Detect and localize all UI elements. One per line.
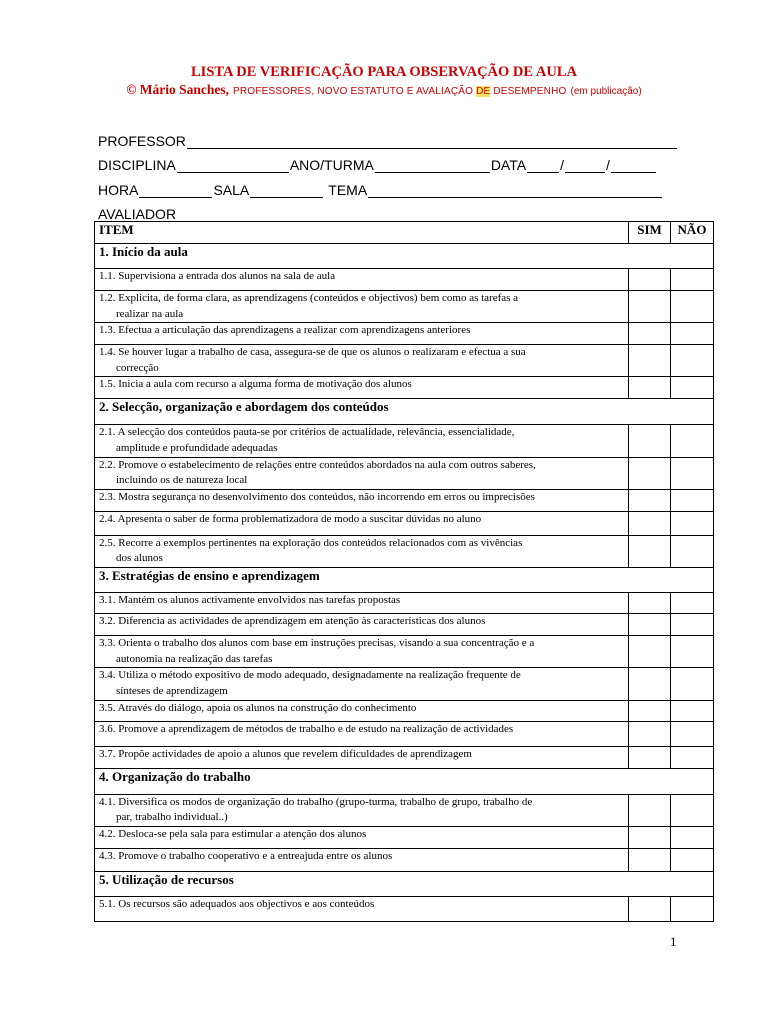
ano-turma-field[interactable] (375, 159, 490, 173)
sim-checkbox-cell[interactable] (629, 848, 671, 871)
avaliador-label: AVALIADOR (98, 206, 177, 222)
checklist-item-row (95, 345, 714, 377)
checklist-item-row (95, 668, 714, 700)
data-label: DATA (490, 157, 527, 173)
item-text: 1.4. Se houver lugar a trabalho de casa, assegura-se de que os alunos o realizaram e efectua a sua correcção (95, 345, 629, 377)
nao-checkbox-cell[interactable] (671, 848, 714, 871)
item-text: 3.7. Propõe actividades de apoio a alunos que revelem dificuldades de aprendizagem (95, 746, 629, 768)
tema-label: TEMA (328, 181, 368, 198)
nao-checkbox-cell[interactable] (671, 746, 714, 768)
item-text: 4.1. Diversifica os modos de organização do trabalho (grupo-turma, trabalho de grupo, trabalho de par, trabalho individual..) (95, 794, 629, 826)
nao-checkbox-cell[interactable] (671, 700, 714, 721)
nao-checkbox-cell[interactable] (671, 489, 714, 511)
nao-checkbox-cell[interactable] (671, 269, 714, 291)
nao-checkbox-cell[interactable] (671, 593, 714, 614)
checklist-item-row (95, 425, 714, 457)
nao-checkbox-cell[interactable] (671, 896, 714, 921)
sim-checkbox-cell[interactable] (629, 794, 671, 826)
publication-note: (em publicação) (570, 86, 642, 97)
checklist-item-row (95, 636, 714, 668)
sim-checkbox-cell[interactable] (629, 345, 671, 377)
section-row (95, 399, 714, 425)
section-title: 5. Utilização de recursos (95, 871, 714, 896)
sim-checkbox-cell[interactable] (629, 636, 671, 668)
checklist-item-row (95, 826, 714, 848)
data-month-field[interactable] (565, 159, 605, 173)
highlighted-word: DE (476, 86, 491, 97)
sim-checkbox-cell[interactable] (629, 535, 671, 567)
item-text: 3.6. Promove a aprendizagem de métodos de trabalho e de estudo na realização de actividades (95, 721, 629, 746)
nao-checkbox-cell[interactable] (671, 535, 714, 567)
form-fields (98, 124, 678, 222)
sim-checkbox-cell[interactable] (629, 291, 671, 323)
item-text: 2.1. A selecção dos conteúdos pauta-se por critérios de actualidade, relevância, essencialidade, amplitude e profundidade adequadas (95, 425, 629, 457)
checklist-item-row (95, 323, 714, 345)
section-row (95, 871, 714, 896)
checklist-item-row (95, 535, 714, 567)
ano-turma-label: ANO/TURMA (289, 157, 374, 173)
item-text: 2.2. Promove o estabelecimento de relações entre conteúdos abordados na aula com outros saberes, incluindo os de natureza local (95, 457, 629, 489)
item-text: 1.1. Supervisiona a entrada dos alunos na sala de aula (95, 269, 629, 291)
sim-checkbox-cell[interactable] (629, 668, 671, 700)
table-header-row (95, 222, 714, 244)
disciplina-line: DISCIPLINA ANO/TURMA DATA / / (98, 149, 678, 174)
hora-line (98, 173, 678, 198)
sim-checkbox-cell[interactable] (629, 425, 671, 457)
nao-checkbox-cell[interactable] (671, 425, 714, 457)
sim-checkbox-cell[interactable] (629, 457, 671, 489)
item-text: 2.5. Recorre a exemplos pertinentes na exploração dos conteúdos relacionados com as vivências dos alunos (95, 535, 629, 567)
checklist-item-row (95, 794, 714, 826)
author-name: © Mário Sanches, (126, 82, 230, 97)
nao-checkbox-cell[interactable] (671, 291, 714, 323)
disciplina-label: DISCIPLINA (98, 157, 176, 173)
item-text: 1.2. Explicita, de forma clara, as aprendizagens (conteúdos e objectivos) bem como as tarefas a realizar na aula (95, 291, 629, 323)
item-text: 1.5. Inicia a aula com recurso a alguma forma de motivação dos alunos (95, 377, 629, 399)
hora-field[interactable] (139, 184, 212, 198)
item-text: 3.4. Utiliza o método expositivo de modo adequado, designadamente na realização frequente de sínteses de aprendizagem (95, 668, 629, 700)
sim-checkbox-cell[interactable] (629, 511, 671, 535)
section-row (95, 568, 714, 593)
nao-checkbox-cell[interactable] (671, 668, 714, 700)
item-text: 4.2. Desloca-se pela sala para estimular a atenção dos alunos (95, 826, 629, 848)
checklist-item-row (95, 721, 714, 746)
sala-field[interactable] (250, 184, 323, 198)
checklist-item-row (95, 511, 714, 535)
item-text: 1.3. Efectua a articulação das aprendizagens a realizar com aprendizagens anteriores (95, 323, 629, 345)
nao-checkbox-cell[interactable] (671, 826, 714, 848)
item-text: 3.5. Através do diálogo, apoia os alunos na construção do conhecimento (95, 700, 629, 721)
nao-header: NÃO (671, 222, 714, 244)
checklist-item-row (95, 291, 714, 323)
sim-checkbox-cell[interactable] (629, 700, 671, 721)
nao-checkbox-cell[interactable] (671, 377, 714, 399)
checklist-item-row (95, 457, 714, 489)
item-text: 3.3. Orienta o trabalho dos alunos com base em instruções precisas, visando a sua concentração e a autonomia na realização das tarefas (95, 636, 629, 668)
checklist-item-row (95, 269, 714, 291)
checklist-item-row (95, 746, 714, 768)
item-text: 2.4. Apresenta o saber de forma problematizadora de modo a suscitar dúvidas no aluno (95, 511, 629, 535)
checklist-item-row (95, 489, 714, 511)
sim-checkbox-cell[interactable] (629, 593, 671, 614)
item-header: ITEM (95, 222, 629, 244)
nao-checkbox-cell[interactable] (671, 636, 714, 668)
checklist-item-row (95, 848, 714, 871)
data-year-field[interactable] (611, 159, 656, 173)
checklist-item-row (95, 896, 714, 921)
sim-checkbox-cell[interactable] (629, 377, 671, 399)
nao-checkbox-cell[interactable] (671, 511, 714, 535)
sim-checkbox-cell[interactable] (629, 489, 671, 511)
sim-checkbox-cell[interactable] (629, 614, 671, 636)
nao-checkbox-cell[interactable] (671, 323, 714, 345)
hora-label: HORA (98, 181, 139, 198)
sim-checkbox-cell[interactable] (629, 269, 671, 291)
item-text: 3.1. Mantém os alunos activamente envolvidos nas tarefas propostas (95, 593, 629, 614)
sim-checkbox-cell[interactable] (629, 896, 671, 921)
sim-checkbox-cell[interactable] (629, 323, 671, 345)
sim-header: SIM (629, 222, 671, 244)
section-row (95, 768, 714, 794)
section-title: 1. Início da aula (95, 244, 714, 269)
sim-checkbox-cell[interactable] (629, 826, 671, 848)
sala-label: SALA (213, 181, 250, 198)
professor-label: PROFESSOR (98, 132, 186, 149)
document-subtitle (0, 81, 768, 99)
item-text: 5.1. Os recursos são adequados aos objectivos e aos conteúdos (95, 896, 629, 921)
nao-checkbox-cell[interactable] (671, 794, 714, 826)
item-text: 2.3. Mostra segurança no desenvolvimento dos conteúdos, não incorrendo em erros ou imprecisões (95, 489, 629, 511)
sim-checkbox-cell[interactable] (629, 746, 671, 768)
book-title: PROFESSORES, NOVO ESTATUTO E AVALIAÇÃO DE DESEMPENHO (233, 86, 567, 97)
nao-checkbox-cell[interactable] (671, 614, 714, 636)
document-title: LISTA DE VERIFICAÇÃO PARA OBSERVAÇÃO DE AULA (191, 64, 577, 80)
disciplina-field[interactable] (177, 159, 289, 173)
nao-checkbox-cell[interactable] (671, 345, 714, 377)
data-day-field[interactable] (527, 159, 559, 173)
page-number: 1 (670, 934, 677, 949)
section-row (95, 244, 714, 269)
section-title: 2. Selecção, organização e abordagem dos conteúdos (95, 399, 714, 425)
checklist-table (94, 221, 714, 922)
nao-checkbox-cell[interactable] (671, 721, 714, 746)
nao-checkbox-cell[interactable] (671, 457, 714, 489)
tema-field[interactable] (368, 184, 662, 198)
checklist-item-row (95, 377, 714, 399)
item-text: 3.2. Diferencia as actividades de aprendizagem em atenção às características dos alunos (95, 614, 629, 636)
checklist-item-row (95, 614, 714, 636)
section-title: 3. Estratégias de ensino e aprendizagem (95, 568, 714, 593)
sim-checkbox-cell[interactable] (629, 721, 671, 746)
item-text: 4.3. Promove o trabalho cooperativo e a entreajuda entre os alunos (95, 848, 629, 871)
checklist-item-row (95, 593, 714, 614)
professor-field[interactable] (98, 124, 678, 149)
avaliador-field[interactable] (98, 198, 678, 223)
section-title: 4. Organização do trabalho (95, 768, 714, 794)
checklist-item-row (95, 700, 714, 721)
